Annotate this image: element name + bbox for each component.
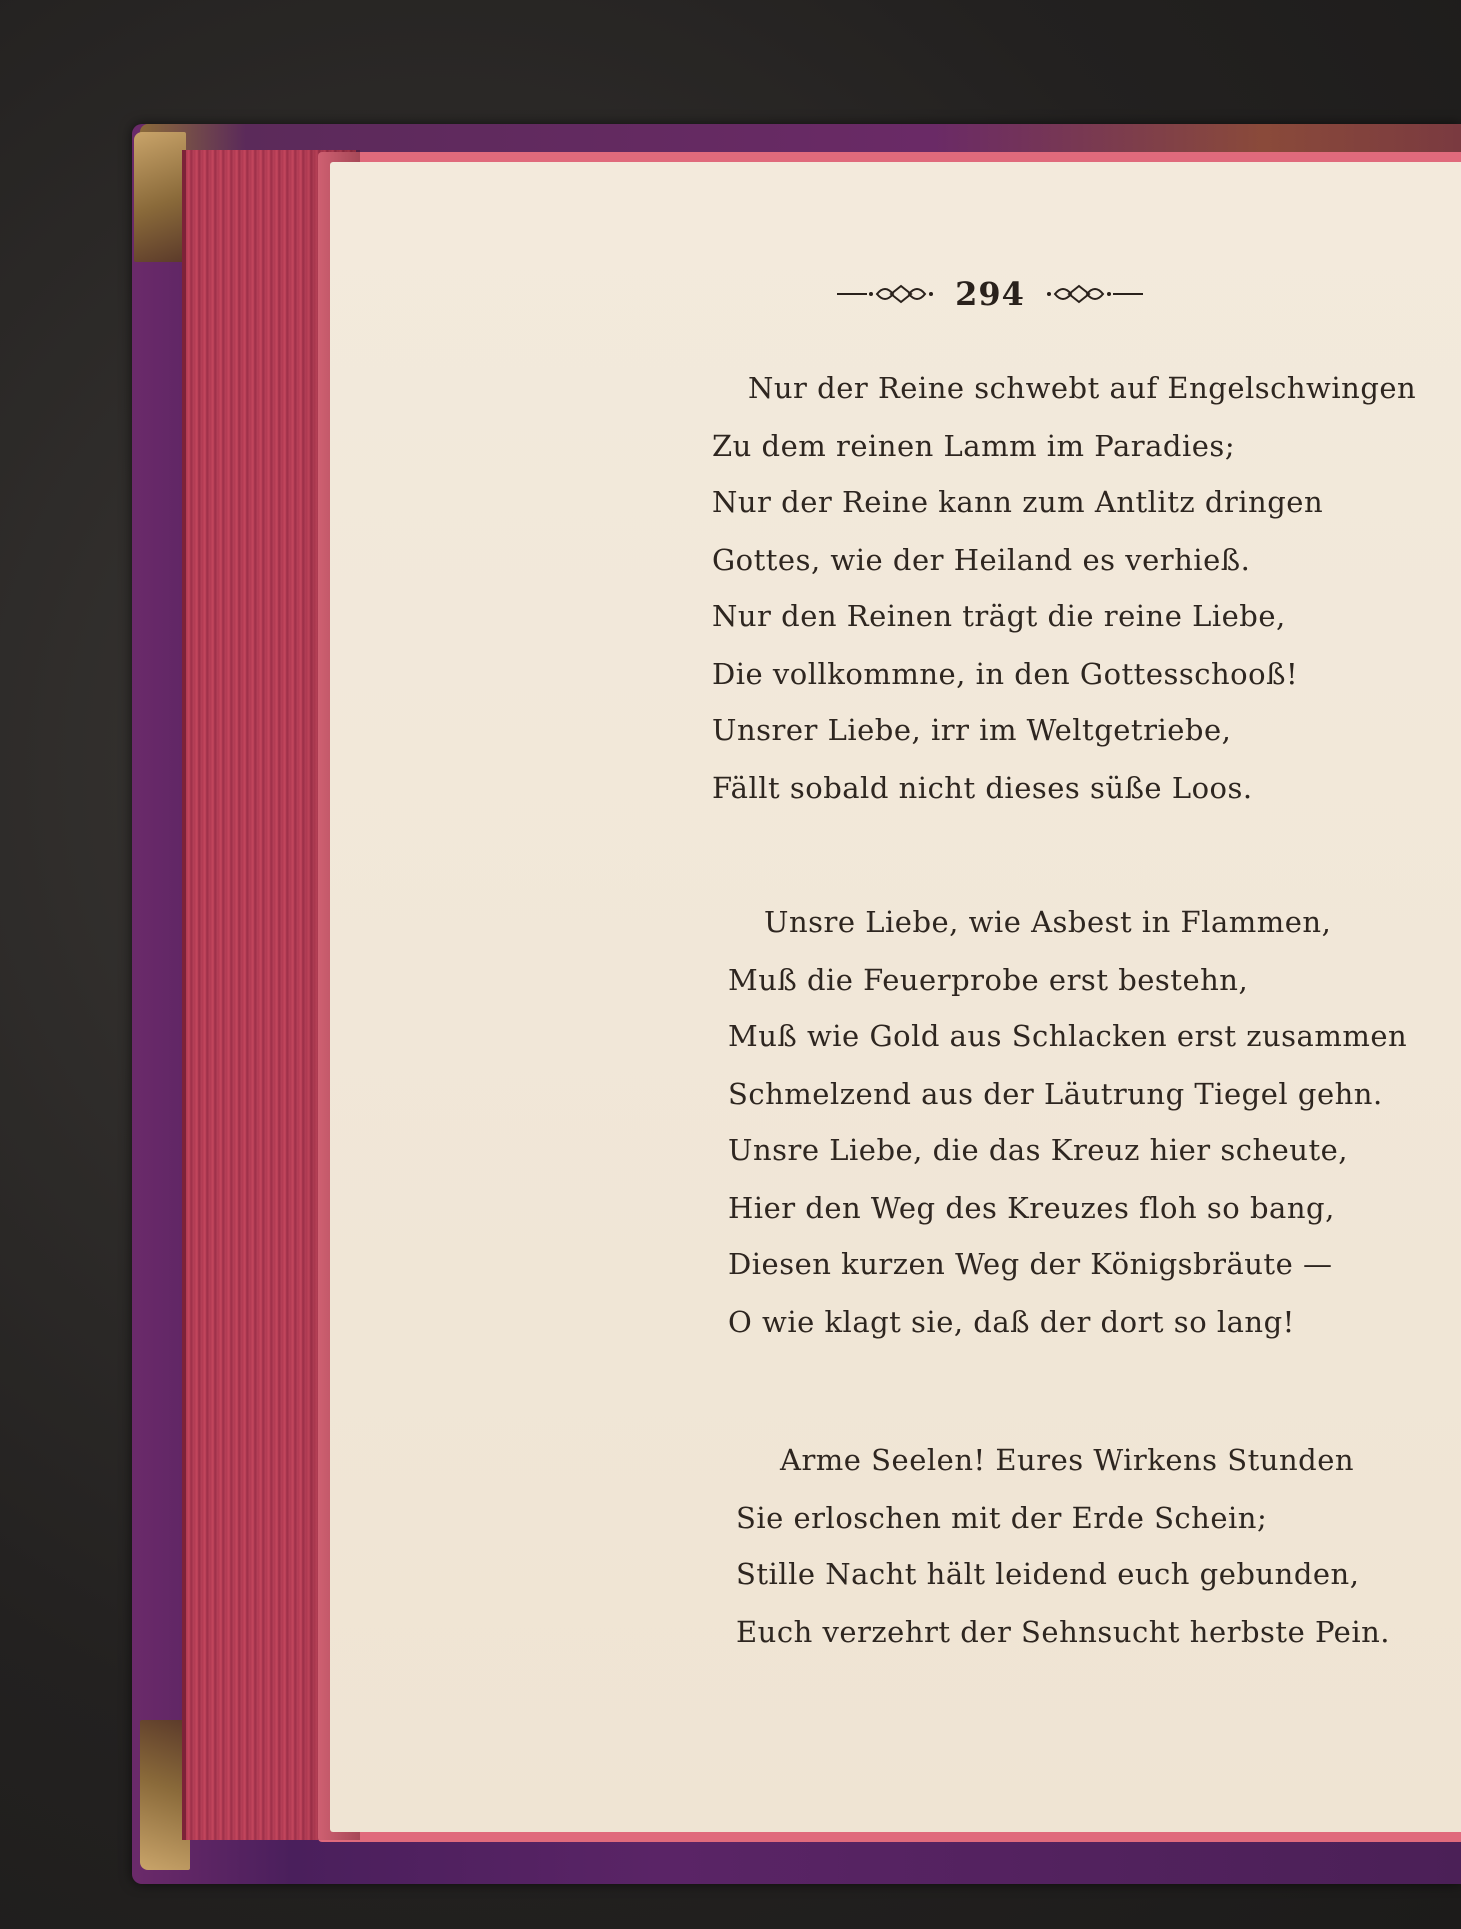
- poem-line: Muß die Feuerprobe erst bestehn,: [728, 963, 1249, 997]
- poem-line: Sie erloschen mit der Erde Schein;: [736, 1501, 1268, 1535]
- poem-line: O wie klagt sie, daß der dort so lang!: [728, 1305, 1295, 1339]
- page-number: 294: [955, 275, 1025, 313]
- poem-line: Diesen kurzen Weg der Königsbräute —: [728, 1247, 1333, 1281]
- poem-line: Fällt sobald nicht dieses süße Loos.: [712, 771, 1253, 805]
- page-header: [830, 270, 1150, 318]
- poem-line: Muß wie Gold aus Schlacken erst zusammen: [728, 1019, 1408, 1053]
- cover-top-edge: [140, 124, 1461, 152]
- cover-corner-top: [134, 132, 186, 262]
- poem-line: Stille Nacht hält leidend euch gebunden,: [736, 1557, 1360, 1591]
- poem-line: Unsre Liebe, die das Kreuz hier scheute,: [728, 1133, 1349, 1167]
- poem-line: Unsrer Liebe, irr im Weltgetriebe,: [712, 713, 1232, 747]
- poem-line: Euch verzehrt der Sehnsucht herbste Pein.: [736, 1615, 1391, 1649]
- poem-line: Schmelzend aus der Läutrung Tiegel gehn.: [728, 1077, 1383, 1111]
- poem-line: Nur den Reinen trägt die reine Liebe,: [712, 599, 1286, 633]
- poem-line: Nur der Reine kann zum Antlitz dringen: [712, 485, 1324, 519]
- poem-line: Zu dem reinen Lamm im Paradies;: [712, 429, 1236, 463]
- left-ornament-icon: [837, 282, 937, 306]
- poem-line: Die vollkommne, in den Gottesschooß!: [712, 657, 1299, 691]
- poem-line: Unsre Liebe, wie Asbest in Flammen,: [764, 905, 1332, 939]
- right-ornament-icon: [1043, 282, 1143, 306]
- poem-line: Arme Seelen! Eures Wirkens Stunden: [780, 1443, 1355, 1477]
- poem-line: Nur der Reine schwebt auf Engelschwingen: [748, 371, 1417, 405]
- poem-line: Hier den Weg des Kreuzes floh so bang,: [728, 1191, 1335, 1225]
- poem-line: Gottes, wie der Heiland es verhieß.: [712, 543, 1251, 577]
